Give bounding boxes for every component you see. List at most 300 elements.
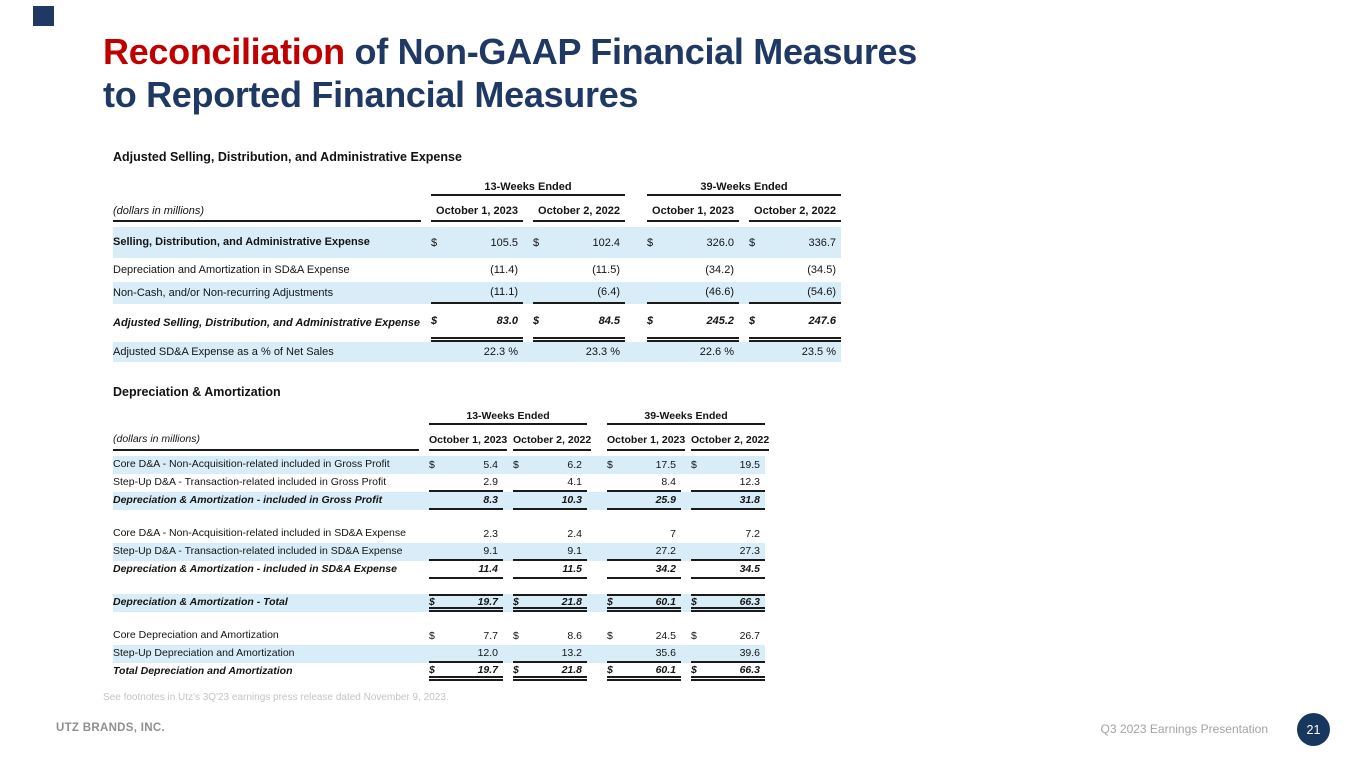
cell-value: 84.5 [598, 314, 620, 327]
row-label: Non-Cash, and/or Non-recurring Adjustments [113, 286, 334, 299]
column-header-cell [421, 196, 523, 222]
cell-value: 8.6 [567, 630, 582, 642]
value-cell [739, 342, 841, 362]
value-cell [523, 342, 625, 362]
table-row [113, 258, 841, 282]
value-cell [523, 227, 625, 258]
column-group-label: 13-Weeks Ended [429, 410, 587, 425]
value-cell [681, 474, 765, 492]
value-cell [503, 627, 587, 645]
column-header-cell [523, 196, 625, 222]
value-cell [421, 258, 523, 282]
column-group [421, 181, 625, 196]
value-cell-inner [607, 627, 681, 645]
column-header-cell [739, 196, 841, 222]
cell-value: 9.1 [483, 545, 498, 557]
row-label: Step-Up D&A - Transaction-related included in SD&A Expense [113, 545, 403, 558]
value-cell-inner [749, 227, 841, 258]
cell-value: 8.3 [483, 494, 498, 506]
column-header-label: October 1, 2023 [647, 196, 739, 222]
spacer-row [113, 612, 765, 627]
cell-value: 22.6 % [699, 346, 734, 358]
value-cell-inner [691, 561, 765, 579]
column-header-label: October 1, 2023 [429, 425, 507, 451]
table-title: Depreciation & Amortization [113, 385, 281, 399]
cell-value: (6.4) [597, 286, 620, 298]
value-cell-inner [431, 258, 523, 282]
group-gap [587, 627, 597, 645]
value-cell-inner [691, 663, 765, 681]
row-label: Depreciation & Amortization - Total [113, 596, 288, 609]
value-cell [637, 258, 739, 282]
cell-value: 7.2 [745, 528, 760, 540]
value-cell-inner [533, 258, 625, 282]
value-cell-inner [607, 594, 681, 612]
value-cell [421, 227, 523, 258]
value-cell [523, 282, 625, 304]
row-label: Depreciation & Amortization - included in Gross Profit [113, 494, 383, 507]
row-label: Adjusted Selling, Distribution, and Administrative Expense [113, 316, 421, 329]
value-cell [419, 663, 503, 681]
cell-value: 17.5 [655, 459, 676, 471]
column-header-cell [597, 425, 686, 451]
value-cell-inner [647, 342, 739, 362]
group-gap [587, 645, 597, 663]
dollar-sign: $ [429, 663, 435, 676]
cell-value: 2.4 [567, 528, 582, 540]
cell-value: 336.7 [808, 236, 836, 249]
column-header-row [113, 196, 841, 222]
cell-value: 27.2 [655, 545, 676, 557]
value-cell-inner [429, 492, 503, 510]
value-cell [419, 543, 503, 561]
cell-value: 13.2 [561, 647, 582, 659]
dollar-sign: $ [431, 314, 438, 327]
dollar-sign: $ [691, 595, 697, 608]
value-cell-inner [691, 645, 765, 663]
cell-value: 34.5 [739, 563, 760, 575]
cell-value: 19.5 [739, 459, 760, 471]
column-group-label: 39-Weeks Ended [647, 181, 841, 196]
title-line1-rest: of Non-GAAP Financial Measures [344, 31, 917, 72]
row-label: Selling, Distribution, and Administrative Expense [113, 236, 370, 249]
value-cell [503, 561, 587, 579]
cell-value: 21.8 [561, 663, 582, 676]
value-cell-inner [429, 543, 503, 561]
table-row [113, 474, 765, 492]
value-cell-inner [607, 561, 681, 579]
table-row [113, 627, 765, 645]
row-label: Core D&A - Non-Acquisition-related included in Gross Profit [113, 458, 390, 471]
value-cell [597, 627, 681, 645]
value-cell [419, 525, 503, 543]
column-header-label: October 2, 2022 [533, 196, 625, 222]
cell-value: 102.4 [592, 236, 620, 249]
cell-value: 326.0 [706, 236, 734, 249]
table-row [113, 561, 765, 579]
group-gap [587, 594, 597, 612]
cell-value: 9.1 [567, 545, 582, 557]
table-row [113, 304, 841, 342]
row-label: Step-Up Depreciation and Amortization [113, 647, 295, 660]
cell-value: 39.6 [739, 647, 760, 659]
cell-value: (34.5) [807, 264, 836, 276]
title-word-red: Reconciliation [103, 31, 345, 72]
value-cell [503, 663, 587, 681]
column-header-cell [503, 425, 592, 451]
value-cell-inner [607, 525, 681, 543]
cell-value: 2.3 [483, 528, 498, 540]
value-cell-inner [647, 282, 739, 304]
value-cell [681, 543, 765, 561]
page-title-line2: to Reported Financial Measures [103, 74, 639, 115]
cell-value: 34.2 [655, 563, 676, 575]
value-cell-inner [647, 304, 739, 342]
value-cell-inner [647, 227, 739, 258]
value-cell [597, 474, 681, 492]
cell-value: 8.4 [661, 476, 676, 488]
value-cell [597, 645, 681, 663]
group-gap [625, 196, 637, 222]
dollar-sign: $ [429, 630, 435, 642]
page-title [103, 30, 917, 116]
value-cell [681, 525, 765, 543]
column-header-row [113, 425, 770, 451]
value-cell [637, 304, 739, 342]
value-cell-inner [513, 561, 587, 579]
cell-value: 245.2 [706, 314, 734, 327]
group-gap [587, 492, 597, 510]
value-cell-inner [513, 543, 587, 561]
row-label: Core Depreciation and Amortization [113, 629, 279, 642]
company-name: UTZ BRANDS, INC. [56, 722, 165, 734]
value-cell [419, 561, 503, 579]
group-gap [587, 425, 597, 451]
dollar-sign: $ [513, 663, 519, 676]
column-header-label: October 1, 2023 [607, 425, 685, 451]
value-cell-inner [431, 282, 523, 304]
group-gap [625, 342, 637, 362]
dollar-sign: $ [513, 459, 519, 471]
value-cell-inner [513, 645, 587, 663]
table-row [113, 663, 765, 681]
value-cell [523, 258, 625, 282]
value-cell [597, 525, 681, 543]
dollar-sign: $ [647, 314, 654, 327]
dollar-sign: $ [607, 630, 613, 642]
cell-value: 6.2 [567, 459, 582, 471]
cell-value: 27.3 [739, 545, 760, 557]
value-cell [739, 258, 841, 282]
sdna-expense-table [113, 150, 841, 362]
value-cell [421, 282, 523, 304]
cell-value: 11.4 [478, 563, 498, 575]
cell-value: (34.2) [705, 264, 734, 276]
value-cell [637, 342, 739, 362]
value-cell [597, 492, 681, 510]
value-cell [681, 627, 765, 645]
value-cell [739, 304, 841, 342]
cell-value: 22.3 % [483, 346, 518, 358]
value-cell-inner [429, 525, 503, 543]
table-row [113, 543, 765, 561]
group-gap [625, 227, 637, 258]
cell-value: 23.3 % [585, 346, 620, 358]
dollar-sign: $ [691, 459, 697, 471]
group-gap [587, 525, 597, 543]
value-cell-inner [749, 258, 841, 282]
value-cell [681, 663, 765, 681]
group-gap [625, 282, 637, 304]
value-cell-inner [691, 627, 765, 645]
column-group-header-row [113, 179, 841, 196]
dollar-sign: $ [429, 595, 435, 608]
value-cell [739, 227, 841, 258]
value-cell [739, 282, 841, 304]
value-cell-inner [429, 627, 503, 645]
row-label: Total Depreciation and Amortization [113, 665, 293, 678]
column-group [419, 410, 587, 425]
table-row [113, 342, 841, 362]
value-cell [419, 456, 503, 474]
value-cell-inner [513, 456, 587, 474]
value-cell-inner [607, 456, 681, 474]
row-label: Depreciation and Amortization in SD&A Expense [113, 263, 350, 276]
value-cell [597, 594, 681, 612]
cell-value: 66.3 [739, 663, 760, 676]
column-header-label: October 2, 2022 [513, 425, 591, 451]
row-label: Step-Up D&A - Transaction-related included in Gross Profit [113, 476, 387, 489]
value-cell-inner [691, 456, 765, 474]
page-title-line1 [103, 30, 917, 73]
dollar-sign: $ [607, 595, 613, 608]
cell-value: 7.7 [483, 630, 498, 642]
value-cell-inner [607, 663, 681, 681]
cell-value: 60.1 [655, 663, 676, 676]
value-cell-inner [691, 474, 765, 492]
dollar-sign: $ [513, 595, 519, 608]
units-label: (dollars in millions) [113, 196, 421, 222]
value-cell-inner [749, 304, 841, 342]
value-cell-inner [607, 645, 681, 663]
table-row [113, 525, 765, 543]
dollar-sign: $ [647, 236, 654, 249]
value-cell [419, 474, 503, 492]
spacer-row [113, 510, 765, 525]
cell-value: (11.1) [490, 286, 518, 298]
dollar-sign: $ [533, 236, 540, 249]
value-cell-inner [533, 282, 625, 304]
value-cell-inner [533, 304, 625, 342]
value-cell [419, 594, 503, 612]
column-header-label: October 2, 2022 [749, 196, 841, 222]
value-cell-inner [429, 561, 503, 579]
cell-value: (11.4) [490, 264, 518, 276]
value-cell [503, 492, 587, 510]
value-cell [597, 663, 681, 681]
group-gap [587, 663, 597, 681]
table-body [113, 456, 765, 681]
group-gap [625, 304, 637, 342]
cell-value: 105.5 [490, 236, 518, 249]
cell-value: 12.0 [477, 647, 498, 659]
value-cell [681, 645, 765, 663]
value-cell-inner [533, 227, 625, 258]
value-cell [503, 594, 587, 612]
cell-value: 5.4 [483, 459, 498, 471]
page-number: 21 [1306, 722, 1321, 737]
column-group-label: 13-Weeks Ended [431, 181, 625, 196]
cell-value: 4.1 [567, 476, 582, 488]
value-cell [421, 342, 523, 362]
value-cell-inner [513, 627, 587, 645]
column-group-label: 39-Weeks Ended [607, 410, 765, 425]
dollar-sign: $ [513, 630, 519, 642]
group-gap [587, 543, 597, 561]
table-row [113, 645, 765, 663]
cell-value: 31.8 [739, 494, 760, 506]
value-cell [503, 543, 587, 561]
cell-value: (54.6) [807, 286, 836, 298]
corner-logo-mark [33, 6, 54, 26]
presentation-label: Q3 2023 Earnings Presentation [1100, 722, 1268, 736]
value-cell-inner [607, 492, 681, 510]
value-cell-inner [749, 282, 841, 304]
cell-value: 11.5 [562, 563, 582, 575]
value-cell-inner [691, 492, 765, 510]
cell-value: 35.6 [655, 647, 676, 659]
value-cell [419, 645, 503, 663]
value-cell-inner [533, 342, 625, 362]
row-label: Adjusted SD&A Expense as a % of Net Sales [113, 345, 334, 358]
group-gap [625, 258, 637, 282]
column-header-label: October 2, 2022 [691, 425, 769, 451]
cell-value: 24.5 [655, 630, 676, 642]
value-cell [681, 456, 765, 474]
units-label: (dollars in millions) [113, 425, 419, 451]
value-cell-inner [513, 474, 587, 492]
group-gap [587, 561, 597, 579]
column-header-cell [637, 196, 739, 222]
dollar-sign: $ [533, 314, 540, 327]
dollar-sign: $ [749, 236, 756, 249]
value-cell [681, 492, 765, 510]
dollar-sign: $ [691, 663, 697, 676]
column-header-cell [419, 425, 508, 451]
depreciation-amortization-table [113, 385, 770, 681]
value-cell-inner [513, 594, 587, 612]
spacer-row [113, 579, 765, 594]
value-cell [523, 304, 625, 342]
row-label: Depreciation & Amortization - included in SD&A Expense [113, 563, 397, 576]
dollar-sign: $ [431, 236, 438, 249]
cell-value: 247.6 [808, 314, 836, 327]
value-cell-inner [691, 525, 765, 543]
cell-value: (46.6) [705, 286, 734, 298]
dollar-sign: $ [691, 630, 697, 642]
value-cell [421, 304, 523, 342]
column-group [597, 410, 765, 425]
value-cell-inner [431, 342, 523, 362]
cell-value: 60.1 [655, 595, 676, 608]
cell-value: 83.0 [496, 314, 518, 327]
value-cell-inner [513, 525, 587, 543]
cell-value: 19.7 [477, 663, 498, 676]
table-row [113, 594, 765, 612]
table-row [113, 456, 765, 474]
value-cell-inner [607, 474, 681, 492]
footnote: See footnotes in Utz's 3Q'23 earnings press release dated November 9, 2023. [103, 692, 449, 703]
cell-value: 10.3 [561, 494, 582, 506]
row-label: Core D&A - Non-Acquisition-related included in SD&A Expense [113, 527, 406, 540]
value-cell-inner [691, 594, 765, 612]
value-cell-inner [431, 304, 523, 342]
value-cell-inner [647, 258, 739, 282]
table-row [113, 282, 841, 304]
table-row [113, 492, 765, 510]
value-cell-inner [429, 663, 503, 681]
cell-value: 12.3 [739, 476, 760, 488]
value-cell [503, 456, 587, 474]
value-cell [597, 456, 681, 474]
table-row [113, 227, 841, 258]
group-gap [587, 456, 597, 474]
value-cell [419, 627, 503, 645]
value-cell [597, 561, 681, 579]
dollar-sign: $ [749, 314, 756, 327]
cell-value: 23.5 % [801, 346, 836, 358]
dollar-sign: $ [607, 663, 613, 676]
value-cell [503, 525, 587, 543]
value-cell-inner [431, 227, 523, 258]
value-cell [419, 492, 503, 510]
cell-value: 7 [670, 528, 676, 540]
dollar-sign: $ [607, 459, 613, 471]
value-cell-inner [429, 456, 503, 474]
table-body [113, 227, 841, 362]
cell-value: 25.9 [655, 494, 676, 506]
value-cell [503, 474, 587, 492]
value-cell [637, 227, 739, 258]
cell-value: 21.8 [561, 595, 582, 608]
column-group [637, 181, 841, 196]
page-number-badge [1297, 713, 1330, 746]
value-cell [681, 594, 765, 612]
value-cell-inner [429, 645, 503, 663]
column-header-label: October 1, 2023 [431, 196, 523, 222]
column-header-cell [681, 425, 770, 451]
cell-value: 19.7 [477, 595, 498, 608]
value-cell-inner [429, 594, 503, 612]
value-cell [503, 645, 587, 663]
cell-value: (11.5) [592, 264, 620, 276]
dollar-sign: $ [429, 459, 435, 471]
table-title: Adjusted Selling, Distribution, and Administrative Expense [113, 150, 462, 164]
value-cell-inner [749, 342, 841, 362]
group-gap [587, 474, 597, 492]
value-cell [637, 282, 739, 304]
value-cell [597, 543, 681, 561]
cell-value: 2.9 [483, 476, 498, 488]
value-cell-inner [513, 663, 587, 681]
value-cell-inner [513, 492, 587, 510]
value-cell [681, 561, 765, 579]
cell-value: 26.7 [739, 630, 760, 642]
cell-value: 66.3 [739, 595, 760, 608]
value-cell-inner [607, 543, 681, 561]
column-group-header-row [113, 408, 765, 425]
value-cell-inner [429, 474, 503, 492]
